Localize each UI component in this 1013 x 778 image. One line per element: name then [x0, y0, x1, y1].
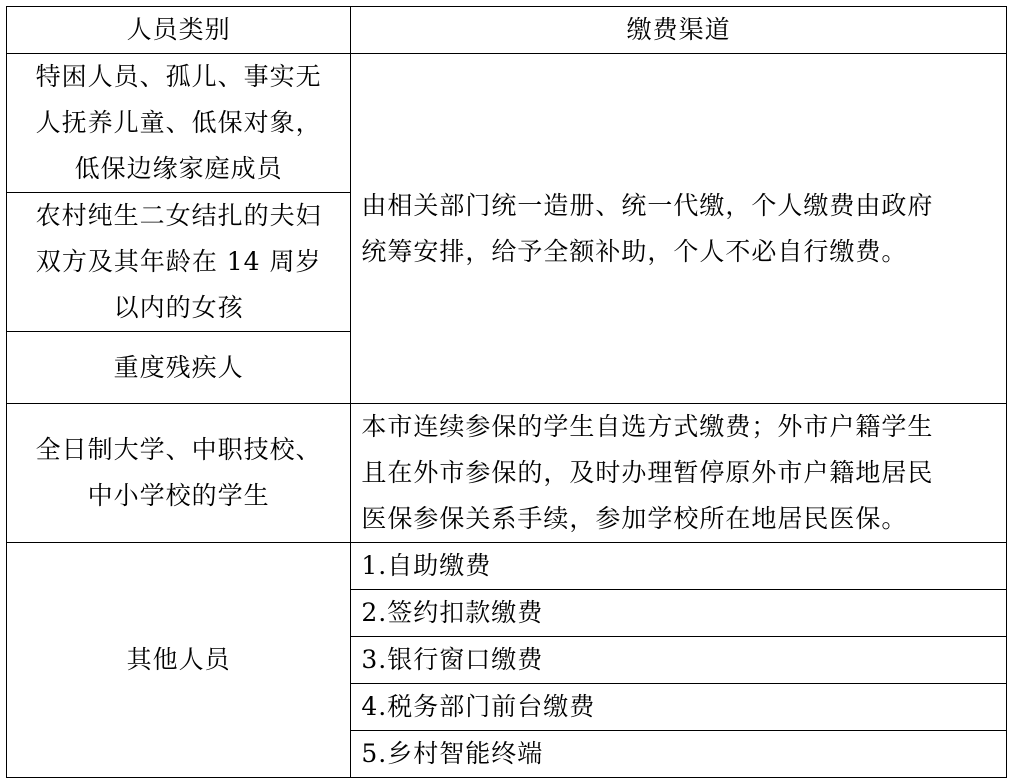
category-students [7, 404, 351, 543]
channel-line: 医保参保关系手续，参加学校所在地居民医保。 [361, 504, 908, 533]
payment-channel-table [6, 6, 1007, 778]
channel-bank-counter: 3.银行窗口缴费 [351, 637, 1007, 684]
table-row [7, 404, 1007, 543]
channel-self-service: 1.自助缴费 [351, 543, 1007, 590]
category-special-groups [7, 54, 351, 193]
channel-line: 本市连续参保的学生自选方式缴费；外市户籍学生 [361, 412, 934, 441]
channel-line: 由相关部门统一造册、统一代缴，个人缴费由政府 [361, 190, 934, 220]
category-line: 全日制大学、中职技校、 [35, 435, 322, 464]
category-line: 低保边缘家庭成员 [74, 154, 283, 183]
category-others: 其他人员 [7, 543, 351, 778]
category-rural-girls [7, 193, 351, 332]
header-row [7, 7, 1007, 54]
channel-village-terminal: 5.乡村智能终端 [351, 731, 1007, 778]
category-line: 中小学校的学生 [87, 481, 270, 510]
category-line: 人抚养儿童、低保对象， [35, 108, 322, 137]
header-channel: 缴费渠道 [351, 7, 1007, 54]
channel-students [351, 404, 1007, 543]
header-category: 人员类别 [7, 7, 351, 54]
channel-auto-debit: 2.签约扣款缴费 [351, 590, 1007, 637]
category-line: 农村纯生二女结扎的夫妇 [35, 201, 322, 230]
category-line: 特困人员、孤儿、事实无 [35, 62, 322, 91]
category-disabled: 重度残疾人 [7, 332, 351, 404]
table-row [7, 54, 1007, 193]
table-row [7, 543, 1007, 590]
channel-tax-office: 4.税务部门前台缴费 [351, 684, 1007, 731]
channel-line: 且在外市参保的，及时办理暂停原外市户籍地居民 [361, 458, 934, 487]
channel-line: 统筹安排，给予全额补助，个人不必自行缴费。 [361, 236, 908, 266]
channel-government-subsidy [351, 54, 1007, 404]
category-line: 双方及其年龄在 14 周岁 [35, 247, 322, 276]
category-line: 以内的女孩 [113, 293, 244, 322]
